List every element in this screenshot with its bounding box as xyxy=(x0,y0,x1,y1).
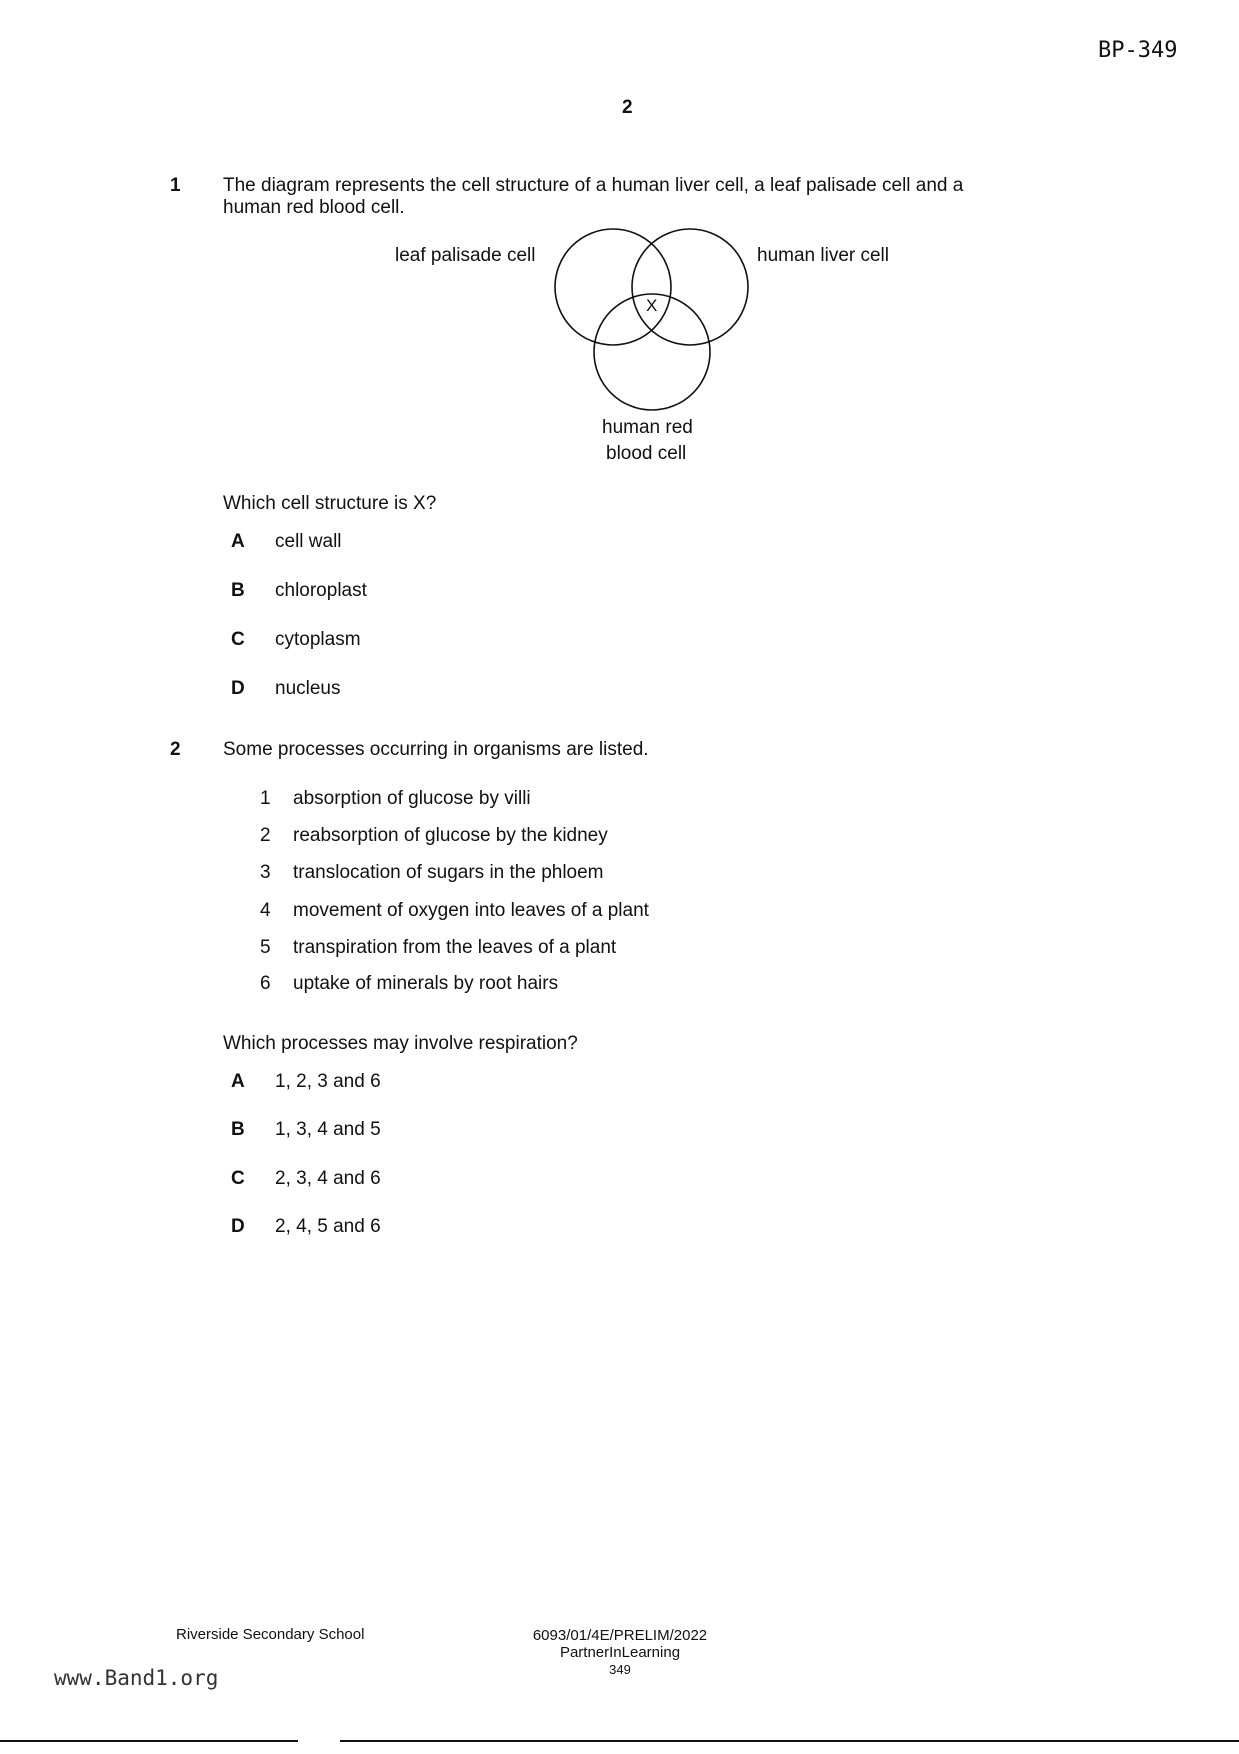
list-text: transpiration from the leaves of a plant xyxy=(293,937,617,958)
option-letter: B xyxy=(231,1119,245,1140)
option-letter: C xyxy=(231,629,245,650)
option-text: cell wall xyxy=(275,531,342,552)
footer-code-block xyxy=(500,1627,740,1678)
header-code: BP-349 xyxy=(1098,38,1178,63)
label-red-blood: human red xyxy=(602,417,693,438)
list-number: 2 xyxy=(260,825,271,846)
venn-diagram xyxy=(0,0,1239,480)
question-prompt: Which cell structure is X? xyxy=(223,493,437,514)
list-number: 1 xyxy=(260,788,271,809)
label-human-liver: human liver cell xyxy=(757,245,889,266)
footer-school: Riverside Secondary School xyxy=(176,1626,365,1643)
list-text: uptake of minerals by root hairs xyxy=(293,973,559,994)
option-letter: A xyxy=(231,531,245,552)
option-letter: A xyxy=(231,1071,245,1092)
option-text: 2, 4, 5 and 6 xyxy=(275,1216,381,1237)
option-text: 1, 2, 3 and 6 xyxy=(275,1071,381,1092)
footer-website: www.Band1.org xyxy=(54,1666,219,1690)
list-text: movement of oxygen into leaves of a plant xyxy=(293,900,649,921)
list-number: 4 xyxy=(260,900,271,921)
question-stem: human red blood cell. xyxy=(223,197,405,218)
option-text: 2, 3, 4 and 6 xyxy=(275,1168,381,1189)
question-stem: Some processes occurring in organisms are listed. xyxy=(223,739,649,760)
question-stem: The diagram represents the cell structure of a human liver cell, a leaf palisade cell and a xyxy=(223,175,964,196)
list-text: translocation of sugars in the phloem xyxy=(293,862,604,883)
option-letter: C xyxy=(231,1168,245,1189)
human-liver-circle xyxy=(632,229,748,345)
option-letter: B xyxy=(231,580,245,601)
option-text: cytoplasm xyxy=(275,629,361,650)
bottom-rule xyxy=(340,1740,1239,1742)
list-text: absorption of glucose by villi xyxy=(293,788,531,809)
list-text: reabsorption of glucose by the kidney xyxy=(293,825,608,846)
option-text: 1, 3, 4 and 5 xyxy=(275,1119,381,1140)
label-red-blood: blood cell xyxy=(606,443,687,464)
option-letter: D xyxy=(231,1216,245,1237)
question-prompt: Which processes may involve respiration? xyxy=(223,1033,578,1054)
question-number: 1 xyxy=(170,175,181,196)
leaf-palisade-circle xyxy=(555,229,671,345)
list-number: 3 xyxy=(260,862,271,883)
page-number: 2 xyxy=(622,97,633,118)
option-text: nucleus xyxy=(275,678,341,699)
footer-number: 349 xyxy=(609,1662,631,1677)
bottom-rule xyxy=(0,1740,298,1742)
option-text: chloroplast xyxy=(275,580,367,601)
footer-paper-code: 6093/01/4E/PRELIM/2022 xyxy=(532,1627,708,1644)
list-number: 6 xyxy=(260,973,271,994)
option-letter: D xyxy=(231,678,245,699)
label-leaf-palisade: leaf palisade cell xyxy=(395,245,536,266)
footer-partner: PartnerInLearning xyxy=(559,1644,681,1661)
list-number: 5 xyxy=(260,937,271,958)
center-label-x: X xyxy=(646,296,658,315)
question-number: 2 xyxy=(170,739,181,760)
